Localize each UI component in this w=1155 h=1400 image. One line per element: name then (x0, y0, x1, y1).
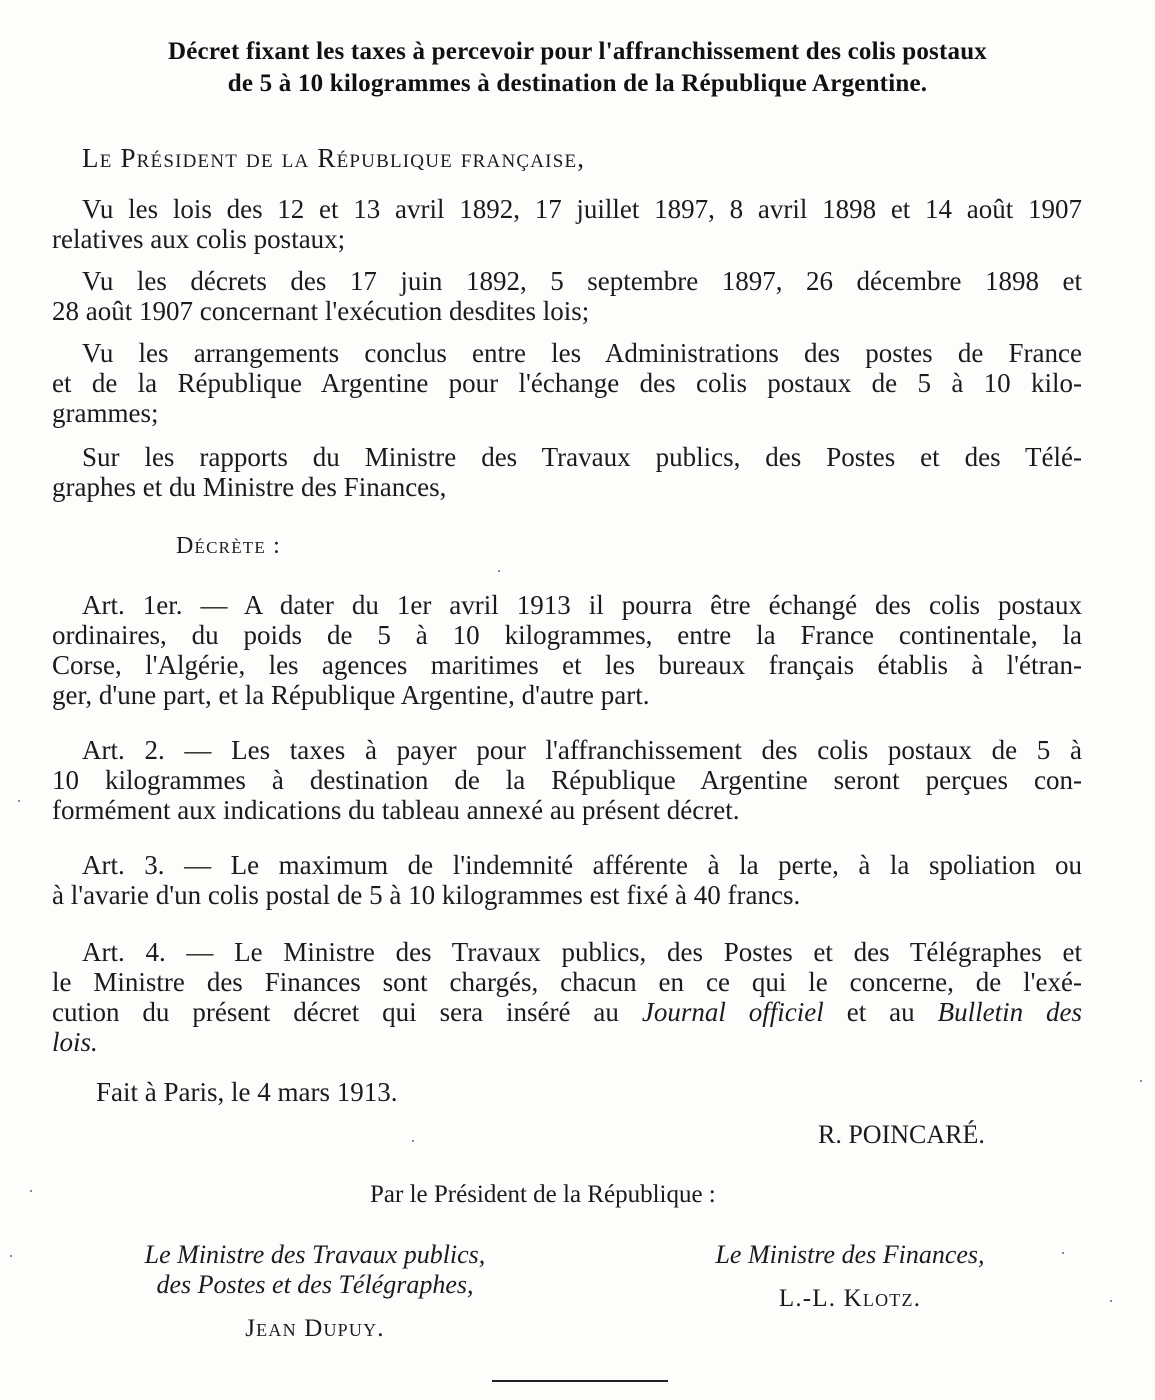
para-line: ger, d'une part, et la République Argentine, d'autre part. (52, 680, 650, 710)
para-line: formément aux indications du tableau annexé au présent décret. (52, 795, 740, 825)
para-line: Art. 2. — Les taxes à payer pour l'affranchissement des colis postaux de 5 à (82, 735, 1082, 765)
journal-officiel-title: Journal officiel (641, 997, 824, 1027)
vu-lois-paragraph (52, 194, 1082, 254)
para-line: le Ministre des Finances sont chargés, chacun en ce qui le concerne, de l'exé- (52, 967, 1082, 997)
closing-rule (492, 1380, 668, 1382)
para-line: graphes et du Ministre des Finances, (52, 472, 447, 502)
para-line: Sur les rapports du Ministre des Travaux publics, des Postes et des Télé- (82, 442, 1082, 472)
president-heading: Le Président de la République française, (82, 143, 586, 173)
para-line: 10 kilogrammes à destination de la République Argentine seront perçues con- (52, 765, 1082, 795)
para-line: Corse, l'Algérie, les agences maritimes et les bureaux français établis à l'étran- (52, 650, 1082, 680)
para-line: Art. 1er. — A dater du 1er avril 1913 il pourra être échangé des colis postaux (82, 590, 1082, 620)
article-4 (52, 937, 1082, 1057)
para-line: et de la République Argentine pour l'échange des colis postaux de 5 à 10 kilo- (52, 368, 1082, 398)
para-line: relatives aux colis postaux; (52, 224, 346, 254)
text-run: et au (846, 997, 915, 1027)
vu-arrangements-paragraph (52, 338, 1082, 428)
bulletin-title: Bulletin des (937, 997, 1083, 1027)
title-line-1: Décret fixant les taxes à percevoir pour l'affranchissement des colis postaux (167, 38, 987, 65)
sur-rapports-paragraph (52, 442, 1082, 502)
para-line: lois. (52, 1027, 98, 1057)
article-1 (52, 590, 1082, 710)
para-line: Vu les décrets des 17 juin 1892, 5 septembre 1897, 26 décembre 1898 et (82, 266, 1082, 296)
minister-name-dupuy: Jean Dupuy. (245, 1315, 385, 1342)
para-line: ordinaires, du poids de 5 à 10 kilogrammes, entre la France continentale, la (52, 620, 1082, 650)
scan-speck (1062, 1252, 1064, 1254)
fait-a-paris-line: Fait à Paris, le 4 mars 1913. (96, 1077, 398, 1107)
scan-speck (1110, 1300, 1112, 1302)
para-line: Vu les arrangements conclus entre les Administrations des postes de France (82, 338, 1082, 368)
vu-decrets-paragraph (52, 266, 1082, 326)
text-run: cution du présent décret qui sera inséré au (52, 997, 619, 1027)
scan-speck (412, 1140, 414, 1142)
minister-travaux-publics-block (90, 1240, 540, 1344)
para-line: Art. 3. — Le maximum de l'indemnité afférente à la perte, à la spoliation ou (82, 850, 1082, 880)
title-line-2: de 5 à 10 kilogrammes à destination de la République Argentine. (227, 70, 928, 97)
par-le-president-line: Par le Président de la République : (370, 1181, 716, 1208)
document-title (30, 36, 1125, 100)
para-line: à l'avarie d'un colis postal de 5 à 10 kilogrammes est fixé à 40 francs. (52, 880, 801, 910)
para-line (52, 997, 1082, 1027)
scan-speck (1140, 1080, 1142, 1082)
scan-speck (18, 800, 20, 802)
para-line: Vu les lois des 12 et 13 avril 1892, 17 juillet 1897, 8 avril 1898 et 14 août 1907 (82, 194, 1082, 224)
minister-title-line: Le Ministre des Travaux publics, (144, 1240, 486, 1269)
minister-finances-block (660, 1240, 1040, 1314)
minister-name-klotz: L.-L. Klotz. (778, 1285, 922, 1312)
scan-speck (10, 1255, 12, 1257)
para-line: 28 août 1907 concernant l'exécution desdites lois; (52, 296, 590, 326)
scan-speck (498, 570, 500, 572)
minister-title-line: Le Ministre des Finances, (715, 1240, 985, 1269)
signature-poincare: R. POINCARÉ. (818, 1120, 985, 1149)
minister-title-line: des Postes et des Télégraphes, (156, 1270, 474, 1299)
decrete-heading: Décrète : (176, 533, 282, 559)
para-line: Art. 4. — Le Ministre des Travaux publics, des Postes et des Télégraphes et (82, 937, 1082, 967)
article-3 (52, 850, 1082, 910)
article-2 (52, 735, 1082, 825)
scan-speck (30, 1190, 32, 1192)
para-line: grammes; (52, 398, 159, 428)
